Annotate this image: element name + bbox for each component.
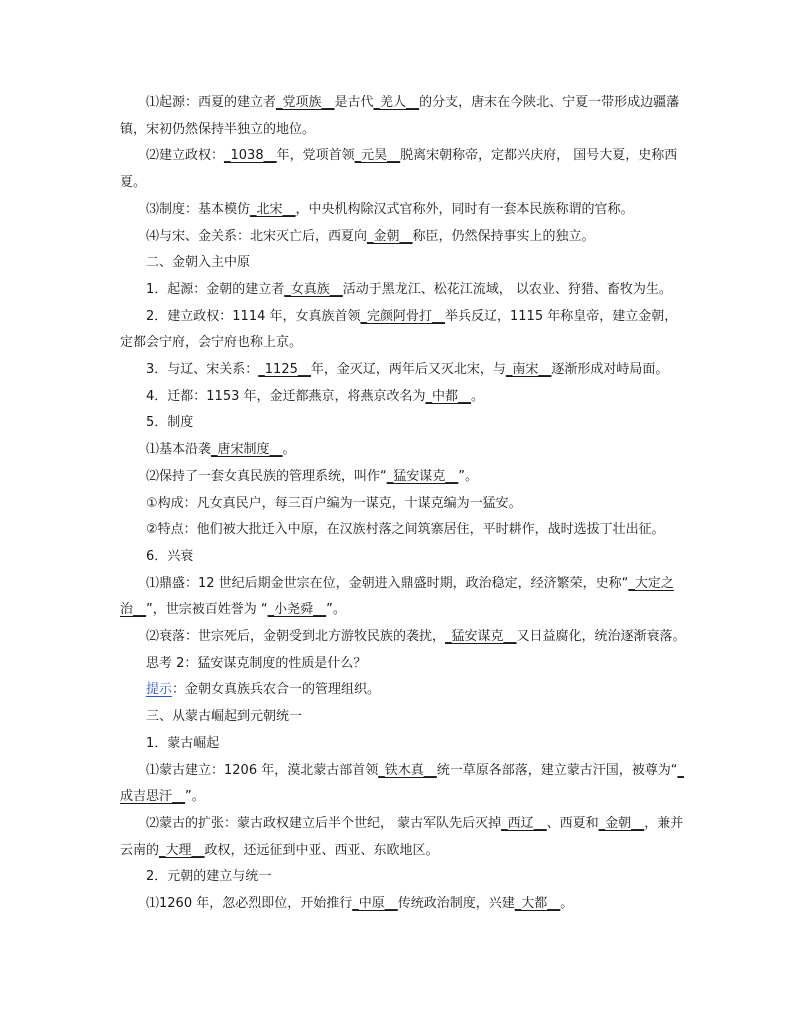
text-run: 逐渐形成对峙局面。 bbox=[551, 362, 669, 378]
fill-in-answer: _中原__ bbox=[352, 896, 398, 912]
text-run: ，中央机构除汉式官称外，同时有一套本民族称谓的官称。 bbox=[295, 201, 634, 217]
text-run: 脱离宋朝称帝，定都兴庆府， 国号大夏，史称西夏。 bbox=[120, 148, 678, 191]
paragraph bbox=[120, 304, 686, 357]
text-run: 统一草原各部落，建立蒙古汗国，被尊为“ bbox=[436, 762, 678, 778]
fill-in-answer: _小尧舜__ bbox=[267, 602, 327, 618]
paragraph bbox=[120, 90, 686, 143]
text-run: 是古代 bbox=[334, 95, 374, 110]
text-run: ”。 bbox=[185, 789, 205, 805]
text-run: 。 bbox=[471, 388, 485, 404]
paragraph bbox=[120, 491, 686, 518]
text-run: ⑴蒙古建立：1206 年，漠北蒙古部首领 bbox=[146, 762, 379, 778]
text-run: 二、金朝入主中原 bbox=[146, 255, 251, 271]
fill-in-answer: _西辽__ bbox=[501, 815, 547, 831]
fill-in-answer: _猛安谋克__ bbox=[386, 468, 459, 484]
paragraph bbox=[120, 277, 686, 304]
paragraph bbox=[120, 517, 686, 544]
paragraph bbox=[120, 464, 686, 491]
fill-in-answer: _金朝__ bbox=[598, 815, 645, 831]
text-run: 年，党项首领 bbox=[276, 148, 355, 164]
text-run: ⑵建立政权： bbox=[146, 148, 225, 164]
fill-in-answer: _元昊__ bbox=[354, 148, 401, 164]
text-run: 。 bbox=[560, 896, 574, 912]
text-run: 传统政治制度，兴建 bbox=[397, 896, 515, 912]
paragraph bbox=[120, 571, 686, 624]
fill-in-answer: _唐宋制度__ bbox=[211, 442, 283, 458]
text-run: 3．与辽、宋关系： bbox=[146, 362, 259, 378]
text-run: 年，金灭辽，两年后又灭北宋，与 bbox=[310, 362, 506, 378]
fill-in-answer: _党项族__ bbox=[276, 95, 335, 110]
paragraph bbox=[120, 250, 686, 277]
text-run: 活动于黑龙江、松花江流域， 以农业、狩猎、畜牧为生。 bbox=[342, 281, 672, 297]
text-run: 的分支，唐末在今陕北、宁夏一带形成边疆藩镇，宋初仍然保持半独立的地位。 bbox=[120, 95, 680, 137]
document-body bbox=[120, 90, 686, 918]
text-run: ”。 bbox=[458, 468, 479, 484]
paragraph bbox=[120, 410, 686, 437]
text-run: ”。 bbox=[326, 602, 346, 618]
text-run: 举兵反辽，1115 年称皇帝，建立金朝，定都会宁府，会宁府也称上京。 bbox=[120, 308, 678, 351]
paragraph bbox=[120, 624, 686, 651]
fill-in-answer: _1038__ bbox=[224, 148, 277, 164]
fill-in-answer: _金朝__ bbox=[367, 228, 413, 244]
text-run: ①构成：凡女真民户，每三百户编为一谋克，十谋克编为一猛安。 bbox=[146, 495, 522, 511]
fill-in-answer: _南宋__ bbox=[505, 362, 552, 378]
text-run: ⑴1260 年，忽必烈即位，开始推行 bbox=[146, 896, 353, 912]
fill-in-answer: _完颜阿骨打__ bbox=[360, 308, 446, 324]
paragraph bbox=[120, 811, 686, 864]
text-run: ”，世宗被百姓誉为 “ bbox=[146, 602, 268, 618]
paragraph bbox=[120, 677, 686, 704]
text-run: 5．制度 bbox=[146, 415, 194, 431]
text-run: ，兼并云南的 bbox=[120, 815, 684, 858]
paragraph bbox=[120, 357, 686, 384]
text-run: 6．兴衰 bbox=[146, 548, 194, 564]
text-run: ⑴鼎盛：12 世纪后期金世宗在位，金朝进入鼎盛时期，政治稳定，经济繁荣，史称“ bbox=[146, 575, 629, 591]
fill-in-answer: _铁木真__ bbox=[378, 762, 437, 778]
text-run: 三、从蒙古崛起到元朝统一 bbox=[146, 709, 303, 725]
fill-in-answer: _大理__ bbox=[159, 842, 205, 858]
text-run: 2．元朝的建立与统一 bbox=[146, 869, 272, 885]
text-run: 。 bbox=[282, 442, 296, 458]
fill-in-answer: _女真族__ bbox=[284, 281, 343, 297]
paragraph bbox=[120, 544, 686, 571]
paragraph bbox=[120, 651, 686, 678]
text-run: ⑵蒙古的扩张：蒙古政权建立后半个世纪， 蒙古军队先后灭掉 bbox=[146, 815, 502, 831]
fill-in-answer: _中都__ bbox=[425, 388, 472, 404]
fill-in-answer: _大定之治__ bbox=[120, 575, 674, 618]
text-run: 2．建立政权：1114 年，女真族首领 bbox=[146, 308, 361, 324]
paragraph bbox=[120, 224, 686, 251]
text-run: 政权，还远征到中亚、西亚、东欧地区。 bbox=[204, 842, 439, 858]
text-run: 思考 2：猛安谋克制度的性质是什么？ bbox=[146, 655, 367, 671]
paragraph bbox=[120, 758, 686, 811]
text-run: ⑴起源：西夏的建立者 bbox=[146, 95, 277, 110]
paragraph bbox=[120, 384, 686, 411]
fill-in-answer: _北宋__ bbox=[250, 201, 296, 217]
text-run: ⑵衰落：世宗死后，金朝受到北方游牧民族的袭扰， bbox=[146, 629, 446, 645]
text-run: ⑷与宋、金关系：北宋灭亡后，西夏向 bbox=[146, 228, 368, 244]
hint-label: 提示 bbox=[146, 682, 173, 698]
text-run: 1．蒙古崛起 bbox=[146, 735, 220, 751]
paragraph bbox=[120, 891, 686, 918]
paragraph bbox=[120, 731, 686, 758]
text-run: ⑵保持了一套女真民族的管理系统，叫作“ bbox=[146, 468, 387, 484]
text-run: 1．起源：金朝的建立者 bbox=[146, 281, 285, 297]
paragraph bbox=[120, 437, 686, 464]
paragraph bbox=[120, 864, 686, 891]
text-run: ：金朝女真族兵农合一的管理组织。 bbox=[172, 682, 381, 698]
fill-in-answer: _大都__ bbox=[514, 896, 561, 912]
text-run: ⑶制度：基本模仿 bbox=[146, 201, 251, 217]
fill-in-answer: _猛安谋克__ bbox=[445, 629, 517, 645]
paragraph bbox=[120, 197, 686, 224]
fill-in-answer: _羌人__ bbox=[373, 95, 420, 110]
text-run: 又日益腐化，统治逐渐衰落。 bbox=[516, 629, 686, 645]
paragraph bbox=[120, 704, 686, 731]
text-run: ②特点：他们被大批迁入中原，在汉族村落之间筑寨居住，平时耕作，战时选拔丁壮出征。 bbox=[146, 522, 665, 538]
text-run: 、西夏和 bbox=[546, 815, 599, 831]
text-run: 称臣，仍然保持事实上的独立。 bbox=[412, 228, 595, 244]
paragraph bbox=[120, 143, 686, 196]
text-run: ⑴基本沿袭 bbox=[146, 442, 212, 458]
fill-in-answer: _1125__ bbox=[258, 362, 311, 378]
fill-in-answer: _成吉思汗__ bbox=[120, 762, 684, 805]
text-run: 4．迁都：1153 年，金迁都燕京，将燕京改名为 bbox=[146, 388, 426, 404]
